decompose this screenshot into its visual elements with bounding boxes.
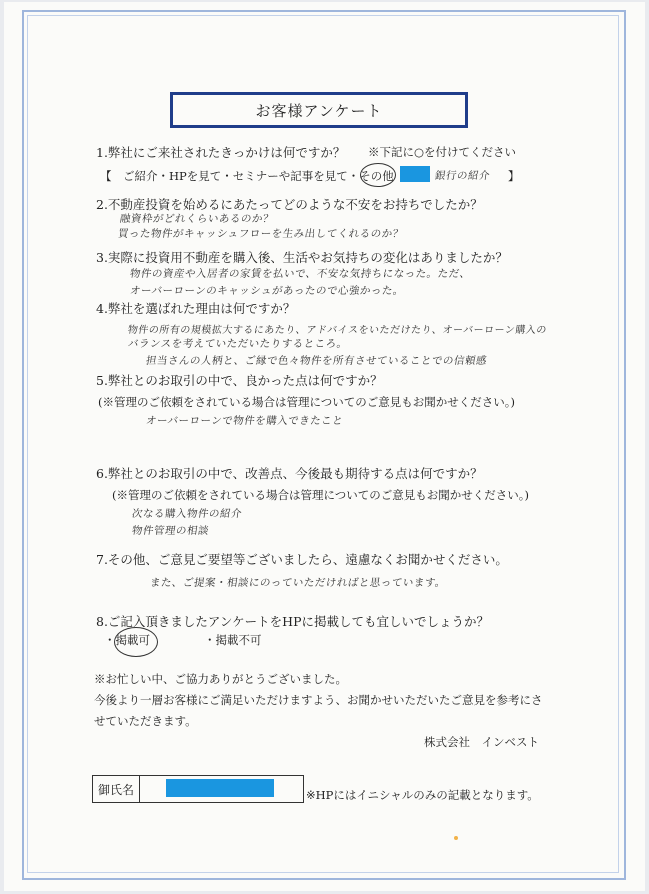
answer-4-line-2: バランスを考えていただいたりするところ。 — [127, 338, 349, 350]
redaction-block — [400, 166, 430, 182]
question-5-note: (※管理のご依頼をされている場合は管理についてのご意見もお聞かせください。) — [98, 395, 515, 409]
closing-line-2: 今後より一層お客様にご満足いただけますよう、お聞かせいただいたご意見を参考にさ — [94, 693, 543, 707]
survey-title-text: お客様アンケート — [255, 101, 383, 120]
selected-option-circle — [114, 627, 158, 657]
company-name: 株式会社 インベスト — [424, 735, 539, 749]
closing-line-3: せていただきます。 — [94, 714, 197, 728]
survey-title — [170, 92, 468, 128]
question-1-options: 【 ご紹介・HPを見て・セミナーや記事を見て・その他 — [100, 169, 394, 183]
paper-mark — [454, 836, 458, 840]
question-6-note: (※管理のご依頼をされている場合は管理についてのご意見もお聞かせください。) — [112, 488, 529, 502]
answer-3-line-1: 物件の資産や入居者の家賃を払いで、不安な気持ちになった。ただ、 — [129, 268, 472, 280]
selected-option-circle — [360, 163, 396, 187]
answer-3-line-2: オーバーローンのキャッシュがあったので心強かった。 — [129, 285, 405, 297]
question-7: 7.その他、ご意見ご要望等ございましたら、遠慮なくお聞かせください。 — [96, 552, 508, 567]
question-2: 2.不動産投資を始めるにあたってどのような不安をお持ちでしたか？ — [96, 197, 483, 212]
answer-5-line-1: オーバーローンで物件を購入できたこと — [145, 415, 345, 427]
option-publish-ok: ・掲載可 — [104, 633, 150, 647]
answer-6-line-1: 次なる購入物件の紹介 — [131, 508, 243, 520]
question-3: 3.実際に投資用不動産を購入後、生活やお気持ちの変化はありましたか？ — [96, 250, 508, 265]
answer-7-line-1: また、ご提案・相談にのっていただければと思っています。 — [149, 577, 447, 589]
answer-4-line-1: 物件の所有の規模拡大するにあたり、アドバイスをいただけたり、オーバーローン購入の — [126, 325, 548, 336]
question-8: 8.ご記入頂きましたアンケートをHPに掲載しても宜しいでしょうか？ — [96, 614, 489, 629]
initials-note: ※HPにはイニシャルのみの記載となります。 — [306, 788, 539, 802]
answer-2-line-2: 買った物件がキャッシュフローを生み出してくれるのか？ — [117, 228, 405, 240]
thanks-line: ※お忙しい中、ご協力ありがとうございました。 — [94, 672, 347, 686]
redaction-block — [166, 779, 274, 797]
question-5: 5.弊社とのお取引の中で、良かった点は何ですか？ — [96, 373, 383, 388]
option-publish-ng: ・掲載不可 — [204, 633, 262, 647]
name-field — [92, 775, 304, 803]
question-1-note: ※下記に○を付けてください — [368, 145, 517, 159]
name-value-area — [140, 776, 303, 802]
name-label: 御氏名 — [93, 776, 140, 802]
answer-4-line-3: 担当さんの人柄と、ご縁で色々物件を所有させていることでの信頼感 — [145, 355, 488, 367]
answer-1: 銀行の紹介 — [434, 170, 491, 182]
question-1: 1.弊社にご来社されたきっかけは何ですか？ — [96, 145, 346, 160]
question-6: 6.弊社とのお取引の中で、改善点、今後最も期待する点は何ですか？ — [96, 466, 483, 481]
answer-6-line-2: 物件管理の相談 — [131, 525, 210, 537]
question-4: 4.弊社を選ばれた理由は何ですか？ — [96, 301, 296, 316]
question-1-options-close: 】 — [508, 169, 520, 183]
answer-2-line-1: 融資枠がどれくらいあるのか？ — [119, 213, 275, 225]
